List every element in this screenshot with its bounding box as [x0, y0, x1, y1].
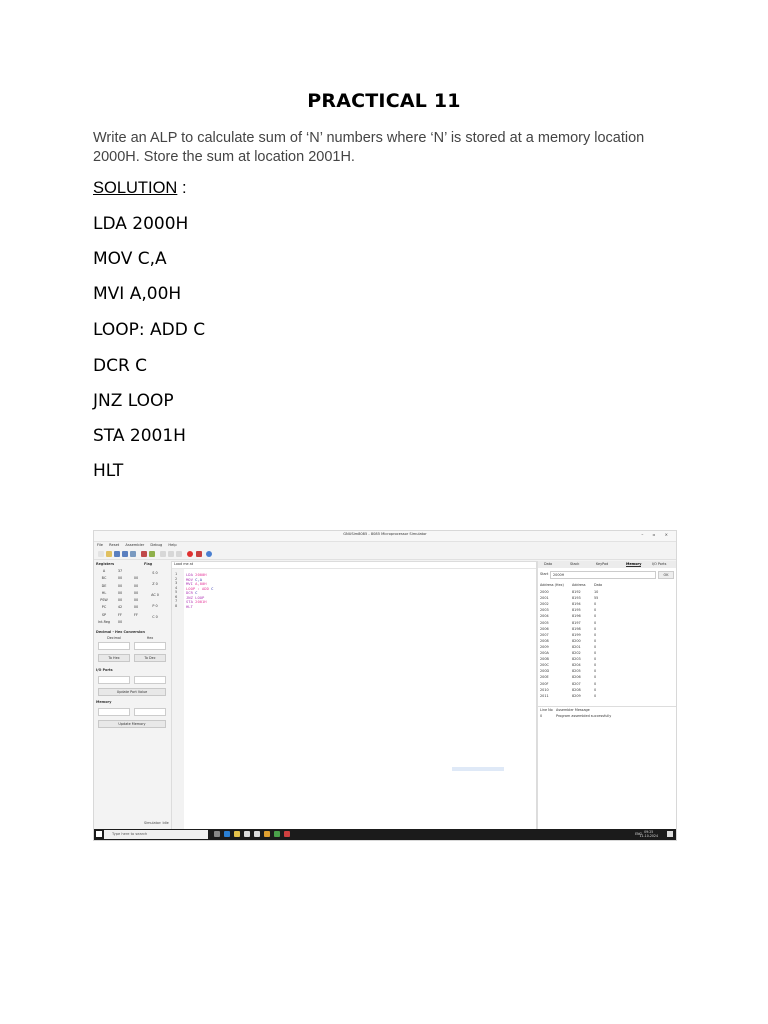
code-line-2: MOV C,A — [93, 249, 167, 269]
window-title: GNUSim8085 - 8085 Microprocessor Simulator — [343, 532, 427, 536]
memory-cell: 0 — [594, 608, 597, 613]
memory-cell: 8201 — [572, 644, 581, 649]
print-icon[interactable] — [130, 551, 136, 557]
reg-hi: FF — [118, 612, 122, 617]
memory-cell: 0 — [594, 693, 597, 698]
memory-cell: 2009 — [540, 644, 549, 649]
menu-debug[interactable]: Debug — [150, 543, 163, 547]
port-address-input[interactable] — [98, 676, 130, 684]
memory-row[interactable] — [540, 621, 640, 627]
update-port-button[interactable]: Update Port Value — [98, 688, 166, 696]
load-me-at: Load me at — [172, 562, 536, 569]
editor-line-number: 3 — [175, 581, 178, 585]
memory-row[interactable] — [540, 602, 640, 608]
reg-name: Int-Reg — [97, 620, 111, 625]
menu-reset[interactable]: Reset — [109, 543, 120, 547]
memory-row[interactable] — [540, 633, 640, 639]
window-controls[interactable]: – ▫ × — [641, 532, 672, 537]
memory-row[interactable] — [540, 639, 640, 645]
tab-stack[interactable]: Stack — [570, 562, 580, 566]
memory-row[interactable] — [540, 627, 640, 633]
right-tabs — [538, 561, 676, 568]
memory-cell: 2004 — [540, 614, 549, 619]
console-header-line: Line No — [540, 708, 553, 712]
left-panel — [96, 561, 168, 829]
reg-lo: 00 — [133, 576, 139, 581]
reg-lo: 00 — [133, 605, 139, 610]
memory-cell: 2003 — [540, 608, 549, 613]
memory-cell: 0 — [594, 657, 597, 662]
memory-cell: 200C — [540, 663, 549, 668]
hex-label: Hex — [146, 636, 154, 641]
memory-cell: 8205 — [572, 669, 581, 674]
memory-row[interactable] — [540, 590, 640, 596]
memory-cell: 200A — [540, 651, 549, 655]
solution-heading — [93, 179, 187, 198]
simulator-screenshot — [93, 530, 677, 841]
status-bar: Simulator: Idle — [144, 821, 169, 825]
open-file-icon[interactable] — [106, 551, 112, 557]
help-icon[interactable] — [206, 551, 212, 557]
memory-cell: 200E — [540, 675, 549, 680]
editor-line-number: 7 — [175, 599, 178, 603]
step-out-icon[interactable] — [176, 551, 182, 557]
memory-cell: 2011 — [540, 693, 549, 698]
editor-line-number: 6 — [175, 594, 178, 599]
solution-label: SOLUTION — [93, 179, 178, 197]
page-title: PRACTICAL 11 — [307, 90, 461, 112]
editor-line-number: 5 — [175, 590, 178, 594]
memory-row[interactable] — [540, 688, 640, 694]
mem-header-addr: Address — [572, 583, 586, 587]
editor-code-line: LOOP : ADD C — [186, 585, 214, 591]
new-file-icon[interactable] — [98, 551, 104, 557]
clock-date: 11-10-2024 — [639, 834, 658, 838]
memory-cell: 8195 — [572, 608, 581, 613]
memory-cell: 8193 — [572, 596, 581, 601]
memory-cell: 8209 — [572, 693, 581, 698]
edge-icon[interactable] — [224, 831, 230, 837]
editor-code-line: DCR C — [186, 590, 198, 595]
memory-cell: 2005 — [540, 620, 549, 625]
console-header-msg: Assembler Message — [556, 708, 590, 712]
tab-data[interactable]: Data — [544, 562, 553, 566]
store-icon[interactable] — [244, 831, 250, 837]
memory-cell: 8196 — [572, 614, 581, 619]
editor-code-line: MOV C,A — [186, 576, 203, 582]
stop-icon[interactable] — [196, 551, 202, 557]
memory-cell: 0 — [594, 632, 597, 637]
to-dec-button[interactable]: To Dec — [134, 654, 166, 662]
tab-keypad[interactable]: KeyPad — [596, 562, 609, 566]
code-editor[interactable] — [171, 561, 537, 831]
reg-name: HL — [101, 590, 107, 595]
memory-cell: 8197 — [572, 620, 581, 625]
taskbar — [94, 829, 676, 840]
memory-value-input[interactable] — [134, 708, 166, 716]
memory-cell: 8194 — [572, 602, 581, 607]
right-panel — [537, 561, 676, 829]
editor-line-number: 1 — [175, 572, 178, 576]
code-line-5: DCR C — [93, 356, 148, 376]
memory-row[interactable] — [540, 682, 640, 688]
console — [538, 706, 676, 719]
registers-table — [96, 568, 144, 626]
step-in-icon[interactable] — [160, 551, 166, 557]
memory-cell: 2002 — [540, 602, 549, 607]
app-taskbar-icon[interactable] — [284, 831, 290, 837]
editor-code-line: LDA 2000H — [186, 572, 207, 577]
memory-cell: 2000 — [540, 590, 549, 594]
chrome-icon[interactable] — [264, 831, 270, 837]
memory-cell: 2001 — [540, 596, 549, 601]
reg-lo — [128, 568, 144, 575]
start-input[interactable] — [550, 571, 656, 579]
console-line-no: 0 — [540, 714, 543, 718]
save-icon[interactable] — [114, 551, 120, 557]
reg-hi: 42 — [117, 605, 123, 610]
memory-cell: 200B — [540, 657, 549, 662]
memory-cell: 0 — [594, 626, 597, 631]
memory-cell: 8192 — [572, 590, 581, 594]
memory-row[interactable] — [540, 614, 640, 620]
breakpoint-icon[interactable] — [187, 551, 193, 557]
start-label: Start — [540, 572, 549, 576]
memory-cell: 10 — [594, 590, 599, 594]
flag-p: P 0 — [152, 604, 158, 608]
flag-s: S 0 — [152, 571, 158, 575]
reg-lo: 00 — [133, 590, 139, 595]
memory-label: Memory — [96, 700, 112, 705]
memory-cell: 200D — [540, 669, 550, 674]
windows-start-icon[interactable] — [96, 831, 102, 837]
memory-cell: 8202 — [572, 651, 581, 655]
reg-lo: 00 — [133, 583, 139, 588]
ok-button[interactable]: OK — [658, 571, 674, 579]
solution-colon: : — [177, 179, 187, 197]
memory-cell: 8203 — [572, 657, 581, 662]
memory-cell: 0 — [594, 614, 597, 619]
assemble-icon[interactable] — [141, 551, 147, 557]
reg-hi: 00 — [117, 590, 123, 595]
reg-name: PC — [101, 605, 107, 610]
io-ports-label: I/O Ports — [96, 668, 113, 673]
taskbar-search[interactable]: Type here to search — [104, 830, 208, 839]
editor-line-number: 8 — [175, 603, 178, 608]
memory-row[interactable] — [540, 675, 640, 681]
memory-cell: 8199 — [572, 632, 581, 637]
menu-assembler[interactable]: Assembler — [125, 543, 145, 547]
memory-row[interactable] — [540, 694, 640, 700]
flag-c: C 0 — [152, 615, 158, 619]
editor-line-number: 2 — [175, 576, 178, 581]
flag-ac: AC 0 — [151, 593, 159, 597]
memory-cell: 0 — [594, 675, 597, 680]
code-line-1: LDA 2000H — [93, 214, 189, 234]
console-message: Program assembled successfully — [556, 714, 612, 718]
mem-header-data: Data — [594, 583, 603, 587]
code-line-3: MVI A,00H — [93, 284, 182, 304]
memory-cell: 8206 — [572, 675, 581, 680]
dec-hex-label: Decimal - Hex Conversion — [96, 630, 145, 635]
menu-bar — [94, 542, 676, 549]
code-line-4: LOOP: ADD C — [93, 320, 206, 340]
editor-line-number: 4 — [175, 585, 178, 590]
start-input-value: 2000H — [553, 573, 565, 577]
memory-cell: 0 — [594, 651, 597, 655]
simulator-taskbar-icon[interactable] — [274, 831, 280, 837]
memory-cell: 8204 — [572, 663, 581, 668]
editor-code-line: HLT — [186, 603, 193, 609]
menu-help[interactable]: Help — [168, 543, 177, 547]
memory-cell: 2008 — [540, 638, 549, 643]
reg-hi: 00 — [117, 576, 123, 581]
tab-memory[interactable]: Memory — [626, 562, 642, 566]
memory-cell: 0 — [594, 620, 597, 625]
memory-cell: 8208 — [572, 687, 581, 692]
file-explorer-icon[interactable] — [234, 831, 240, 837]
memory-row[interactable] — [540, 657, 640, 663]
reg-lo: FF — [134, 612, 138, 617]
code-line-7: STA 2001H — [93, 426, 186, 446]
memory-row[interactable] — [540, 645, 640, 651]
editor-code-line: STA 2001H — [186, 599, 207, 604]
run-icon[interactable] — [149, 551, 155, 557]
reg-name: DE — [101, 583, 107, 588]
system-tray[interactable]: ENG — [635, 832, 642, 836]
memory-cell: 0 — [594, 663, 597, 668]
flag-label: Flag — [144, 562, 153, 566]
memory-cell: 55 — [594, 596, 599, 601]
line-gutter — [172, 569, 184, 830]
menu-file[interactable]: File — [97, 543, 104, 547]
step-over-icon[interactable] — [168, 551, 174, 557]
memory-cell: 8207 — [572, 681, 581, 686]
memory-cell: 8198 — [572, 626, 581, 631]
memory-row[interactable] — [540, 651, 640, 657]
mail-icon[interactable] — [254, 831, 260, 837]
memory-cell: 0 — [594, 644, 597, 649]
registers-label: Registers — [96, 562, 115, 566]
clock[interactable] — [639, 830, 658, 838]
memory-cell: 0 — [594, 638, 597, 643]
memory-row[interactable] — [540, 669, 640, 675]
editor-code-line: JNZ LOOP — [186, 594, 205, 600]
memory-cell: 2006 — [540, 626, 549, 631]
reg-lo: 00 — [133, 598, 139, 603]
window-titlebar — [94, 531, 676, 542]
update-memory-button[interactable]: Update Memory — [98, 720, 166, 728]
save-as-icon[interactable] — [122, 551, 128, 557]
reg-name: A — [102, 569, 106, 573]
task-view-icon[interactable] — [214, 831, 220, 837]
memory-cell: 8200 — [572, 638, 581, 643]
code-line-8: HLT — [93, 461, 124, 481]
memory-cell: 0 — [594, 681, 597, 686]
reg-name: PSW — [100, 598, 108, 603]
memory-address-input[interactable] — [98, 708, 130, 716]
question-text: Write an ALP to calculate sum of ‘N’ numbers where ‘N’ is stored at a memory location 2000H. Store the sum at location 2001H. — [93, 130, 645, 165]
memory-cell: 2007 — [540, 632, 549, 637]
tab-io-ports[interactable]: I/O Ports — [652, 562, 667, 566]
editor-code-line: MVI A,00H — [186, 581, 207, 586]
port-value-input[interactable] — [134, 676, 166, 684]
reg-hi: 00 — [117, 598, 123, 603]
decimal-label: Decimal — [107, 636, 121, 641]
reg-hi: 00 — [117, 620, 123, 625]
memory-cell: 2010 — [540, 687, 549, 692]
memory-cell: 0 — [594, 687, 597, 692]
reg-name: SP — [101, 612, 107, 617]
memory-cell: 200F — [540, 681, 549, 686]
code-line-6: JNZ LOOP — [93, 391, 174, 411]
reg-hi: 37 — [117, 569, 123, 573]
memory-cell: 0 — [594, 602, 597, 607]
selection-highlight — [452, 767, 504, 771]
mem-header-hex: Address (Hex) — [540, 583, 564, 587]
memory-row[interactable] — [540, 596, 640, 602]
to-hex-button[interactable]: To Hex — [98, 654, 130, 662]
memory-row[interactable] — [540, 663, 640, 669]
flag-z: Z 0 — [152, 582, 158, 586]
decimal-input[interactable] — [98, 642, 130, 650]
memory-row[interactable] — [540, 608, 640, 614]
toolbar — [94, 549, 676, 560]
reg-lo — [128, 619, 144, 626]
memory-cell: 0 — [594, 669, 597, 674]
reg-name: BC — [101, 576, 107, 581]
hex-input[interactable] — [134, 642, 166, 650]
clock-time: 09:25 — [644, 830, 654, 834]
reg-hi: 00 — [117, 583, 123, 588]
notification-icon[interactable] — [667, 831, 673, 837]
